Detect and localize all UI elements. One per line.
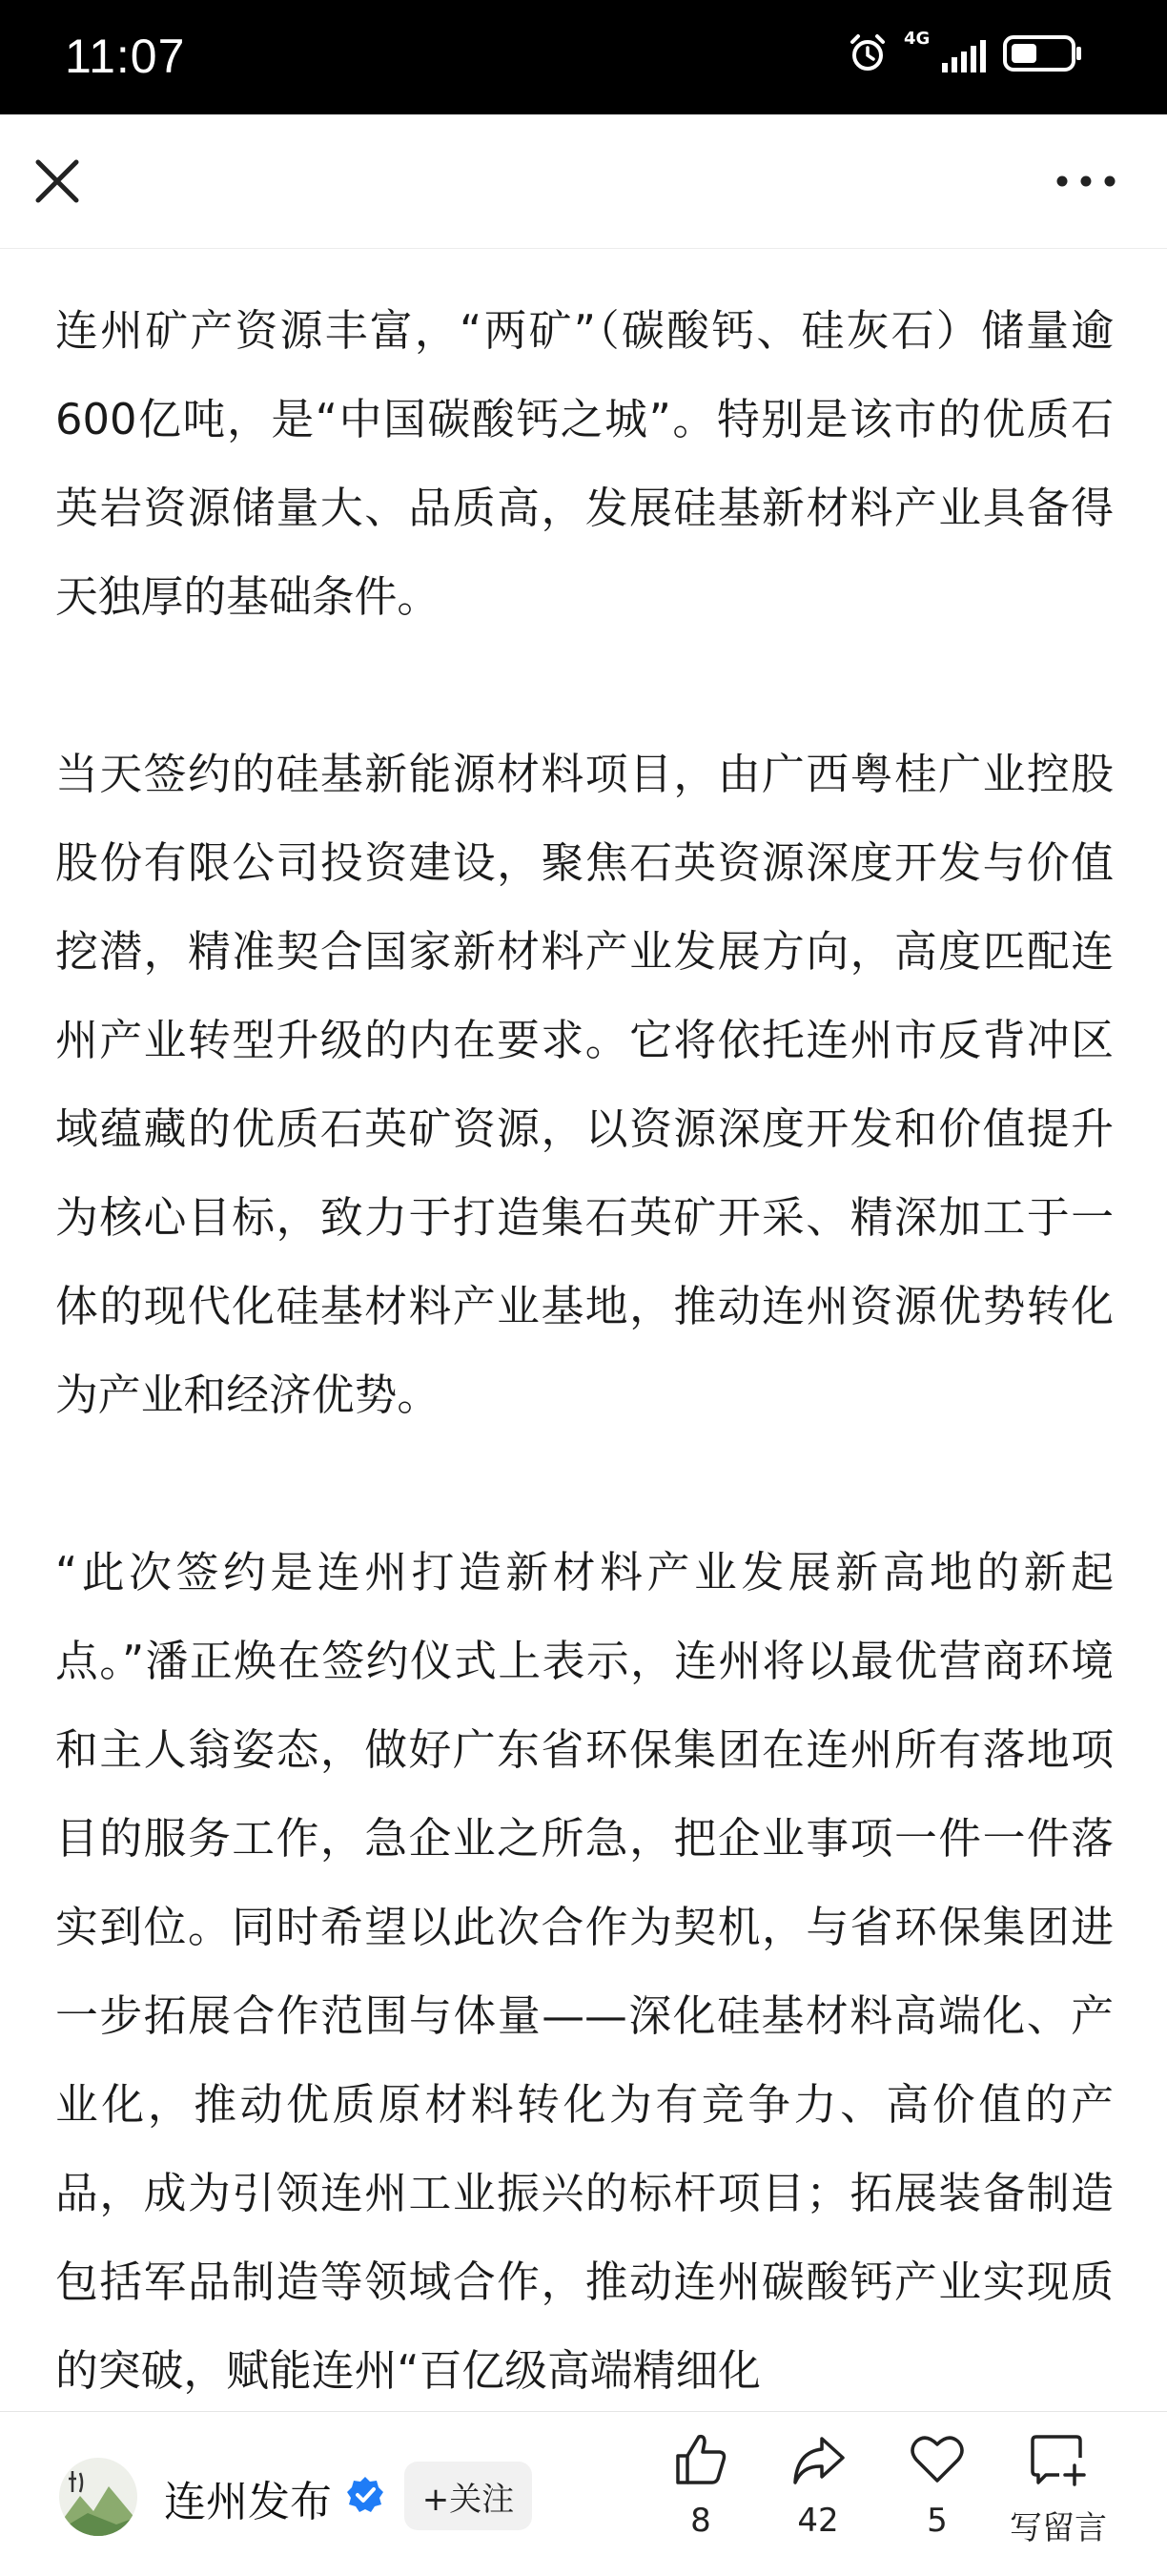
- thumbs-up-icon: [672, 2431, 729, 2488]
- heart-icon: [909, 2431, 966, 2488]
- network-type: 4G: [904, 29, 931, 49]
- share-count: 42: [797, 2502, 839, 2540]
- account-name[interactable]: 连州发布: [164, 2478, 332, 2526]
- avatar[interactable]: [59, 2458, 137, 2536]
- status-bar: [0, 0, 1167, 114]
- nav-bar: [0, 114, 1167, 249]
- comment-add-icon: [1029, 2431, 1088, 2488]
- verified-icon: [345, 2475, 385, 2515]
- battery-icon: [1003, 33, 1083, 73]
- article-paragraph: 连州矿产资源丰富，“两矿”（碳酸钙、硅灰石）储量逾600亿吨，是“中国碳酸钙之城”。特别是该市的优质石英岩资源储量大、品质高，发展硅基新材料产业具备得天独厚的基础条件。: [55, 305, 1114, 622]
- favorite-button[interactable]: [880, 2431, 994, 2540]
- like-button[interactable]: [644, 2431, 758, 2540]
- favorite-count: 5: [927, 2502, 948, 2540]
- status-icons: [847, 29, 1083, 74]
- share-icon: [789, 2431, 847, 2488]
- like-count: 8: [690, 2502, 711, 2540]
- article-paragraph: “此次签约是连州打造新材料产业发展新高地的新起点。”潘正焕在签约仪式上表示，连州将以最优营商环境和主人翁姿态，做好广东省环保集团在连州所有落地项目的服务工作，急企业之所急，把企业事项一件一件落实到位。同时希望以此次合作为契机，与省环保集团进一步拓展合作范围与体量——深化硅基材料高端化、产业化，推动优质原材料转化为有竞争力、高价值的产品，成为引领连州工业振兴的标杆项目；拓展装备制造包括军品制造等领域合作，推动连州碳酸钙产业实现质的突破，赋能连州“百亿级高端精细化: [55, 1547, 1114, 2396]
- article-body: [55, 286, 1114, 2504]
- bottom-bar: [0, 2411, 1167, 2576]
- mountain-logo-icon: [59, 2458, 137, 2536]
- follow-button[interactable]: +关注: [404, 2462, 532, 2530]
- share-button[interactable]: [761, 2431, 875, 2540]
- more-icon[interactable]: [1053, 162, 1119, 200]
- close-icon[interactable]: [29, 153, 86, 210]
- article-paragraph: 当天签约的硅基新能源材料项目，由广西粤桂广业控股股份有限公司投资建设，聚焦石英资源深度开发与价值挖潜，精准契合国家新材料产业发展方向，高度匹配连州产业转型升级的内在要求。它将依托连州市反背冲区域蕴藏的优质石英矿资源，以资源深度开发和价值提升为核心目标，致力于打造集石英矿开采、精深加工于一体的现代化硅基材料产业基地，推动连州资源优势转化为产业和经济优势。: [55, 749, 1114, 1420]
- comment-label: 写留言: [1010, 2509, 1107, 2547]
- alarm-icon: [847, 32, 889, 74]
- status-time: 11:07: [65, 30, 186, 83]
- comment-button[interactable]: [1001, 2431, 1116, 2548]
- signal-icon: [904, 29, 986, 72]
